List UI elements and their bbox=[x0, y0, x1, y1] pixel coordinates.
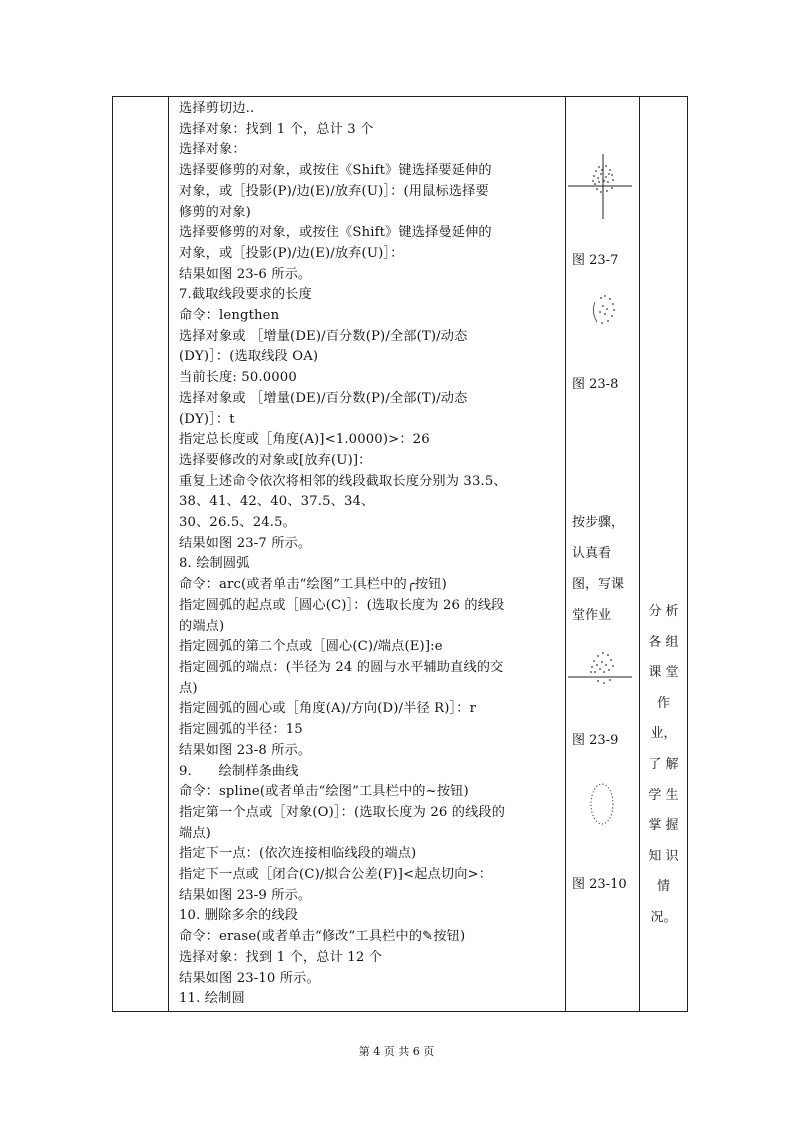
figure-23-8-label: 图 23-8 bbox=[572, 377, 619, 392]
figure-23-9-label: 图 23-9 bbox=[572, 733, 619, 748]
procedure-line: 命令：erase(或者单击“修改”工具栏中的✎按钮) bbox=[179, 929, 466, 945]
procedure-line: 9. 绘制样条曲线 bbox=[179, 763, 299, 779]
lesson-table bbox=[112, 96, 688, 1012]
procedure-line: 选择要修改的对象或[放弃(U)]： bbox=[179, 452, 372, 468]
procedure-line: 命令：spline(或者单击“绘图”工具栏中的~按钮) bbox=[179, 784, 469, 800]
procedure-line: 指定下一点：(依次连接相临线段的端点) bbox=[179, 846, 417, 862]
teacher-note-line: 认真看 bbox=[572, 546, 612, 561]
student-note-line: 分 析 bbox=[648, 604, 679, 619]
student-note-line: 学 生 bbox=[648, 787, 679, 803]
procedure-line: 8. 绘制圆弧 bbox=[179, 556, 250, 572]
figure-23-7-sketch bbox=[568, 149, 632, 221]
student-analysis-note bbox=[639, 597, 688, 934]
procedure-line: 端点) bbox=[179, 825, 211, 841]
procedure-line: 重复上述命令依次将相邻的线段截取长度分别为 33.5、 bbox=[179, 473, 507, 489]
procedure-line: 选择要修剪的对象，或按住《Shift》键选择要延伸的 bbox=[179, 163, 492, 179]
procedure-line: 选择要修剪的对象，或按住《Shift》键选择曼延伸的 bbox=[179, 225, 492, 241]
procedure-line: (DY)］：(选取线段 OA) bbox=[179, 349, 319, 365]
procedure-line: 指定下一点或［闭合(C)/拟合公差(F)]<起点切向>： bbox=[179, 867, 493, 883]
procedure-line: 结果如图 23-9 所示。 bbox=[179, 887, 312, 903]
student-note-line: 情 bbox=[656, 879, 670, 895]
procedure-line: 点) bbox=[179, 680, 198, 696]
student-note-line: 业， bbox=[650, 726, 677, 742]
figure-column bbox=[565, 97, 638, 1011]
procedure-line: 结果如图 23-8 所示。 bbox=[179, 742, 312, 758]
procedure-line: 命令：arc(或者单击“绘图”工具栏中的╭按钮) bbox=[179, 577, 447, 593]
procedure-line: 当前长度: 50.0000 bbox=[179, 370, 297, 386]
procedure-line: 选择对象： bbox=[179, 142, 246, 158]
figure-23-9-sketch bbox=[568, 645, 632, 695]
procedure-line: 对象，或［投影(P)/边(E)/放弃(U)］：(用鼠标选择要 bbox=[179, 183, 489, 199]
procedure-line: 30、26.5、24.5。 bbox=[179, 515, 297, 531]
student-note-line: 况。 bbox=[650, 909, 677, 925]
figure-23-7-label: 图 23-7 bbox=[572, 253, 619, 268]
procedure-line: 指定圆弧的第二个点或［圆心(C)/端点(E)]:e bbox=[179, 639, 443, 655]
procedure-line: (DY)］：t bbox=[179, 411, 235, 427]
procedure-line: 指定圆弧的起点或［圆心(C)］：(选取长度为 26 的线段 bbox=[179, 597, 505, 613]
procedure-line: 38、41、42、40、37.5、34、 bbox=[179, 494, 375, 510]
procedure-line: 指定第一个点或［对象(O)］：(选取长度为 26 的线段的 bbox=[179, 804, 506, 820]
procedure-line: 选择对象：找到 1 个，总计 3 个 bbox=[179, 121, 374, 137]
figure-23-8-sketch bbox=[587, 290, 621, 330]
procedure-line: 选择对象或 ［增量(DE)/百分数(P)/全部(T)/动态 bbox=[179, 328, 468, 344]
procedure-line: 11. 绘制圆 bbox=[179, 991, 245, 1007]
procedure-line: 7.截取线段要求的长度 bbox=[179, 287, 312, 303]
procedure-line: 命令：lengthen bbox=[179, 308, 280, 324]
procedure-line: 的端点) bbox=[179, 618, 225, 634]
teacher-note-line: 图，写课 bbox=[572, 577, 625, 592]
procedure-line: 结果如图 23-10 所示。 bbox=[179, 970, 320, 986]
procedure-line: 结果如图 23-7 所示。 bbox=[179, 535, 312, 551]
student-note-line: 掌 握 bbox=[648, 818, 679, 834]
procedure-line: 对象，或［投影(P)/边(E)/放弃(U)］： bbox=[179, 245, 404, 261]
student-note-line: 课 堂 bbox=[648, 665, 679, 681]
procedure-line: 指定圆弧的半径：15 bbox=[179, 722, 303, 738]
procedure-text-column bbox=[173, 97, 569, 1010]
column-divider-1 bbox=[168, 97, 169, 1011]
procedure-line: 结果如图 23-6 所示。 bbox=[179, 266, 312, 282]
page-footer: 第 4 页 共 6 页 bbox=[358, 1045, 435, 1058]
procedure-line: 指定圆弧的圆心或［角度(A)/方向(D)/半径 R)］：r bbox=[179, 701, 477, 717]
procedure-line: 选择对象或 ［增量(DE)/百分数(P)/全部(T)/动态 bbox=[179, 390, 468, 406]
teacher-activity-note bbox=[572, 507, 624, 631]
procedure-line: 10. 删除多余的线段 bbox=[179, 908, 299, 924]
teacher-note-line: 堂作业 bbox=[572, 608, 612, 623]
student-note-line: 知 识 bbox=[648, 848, 679, 864]
teacher-note-line: 按步骤， bbox=[572, 515, 625, 530]
figure-23-10-label: 图 23-10 bbox=[572, 877, 627, 892]
procedure-line: 选择对象：找到 1 个，总计 12 个 bbox=[179, 949, 383, 965]
student-note-line: 了 解 bbox=[648, 756, 679, 772]
procedure-line: 修剪的对象) bbox=[179, 204, 251, 220]
student-note-line: 作 bbox=[656, 695, 670, 711]
procedure-line: 选择剪切边.. bbox=[179, 101, 255, 116]
student-note-line: 各 组 bbox=[648, 634, 679, 650]
procedure-line: 指定圆弧的端点：(半径为 24 的圆与水平辅助直线的交 bbox=[179, 659, 504, 675]
procedure-line: 指定总长度或［角度(A)]<1.0000)>：26 bbox=[179, 432, 430, 448]
figure-23-10-sketch bbox=[585, 779, 621, 829]
